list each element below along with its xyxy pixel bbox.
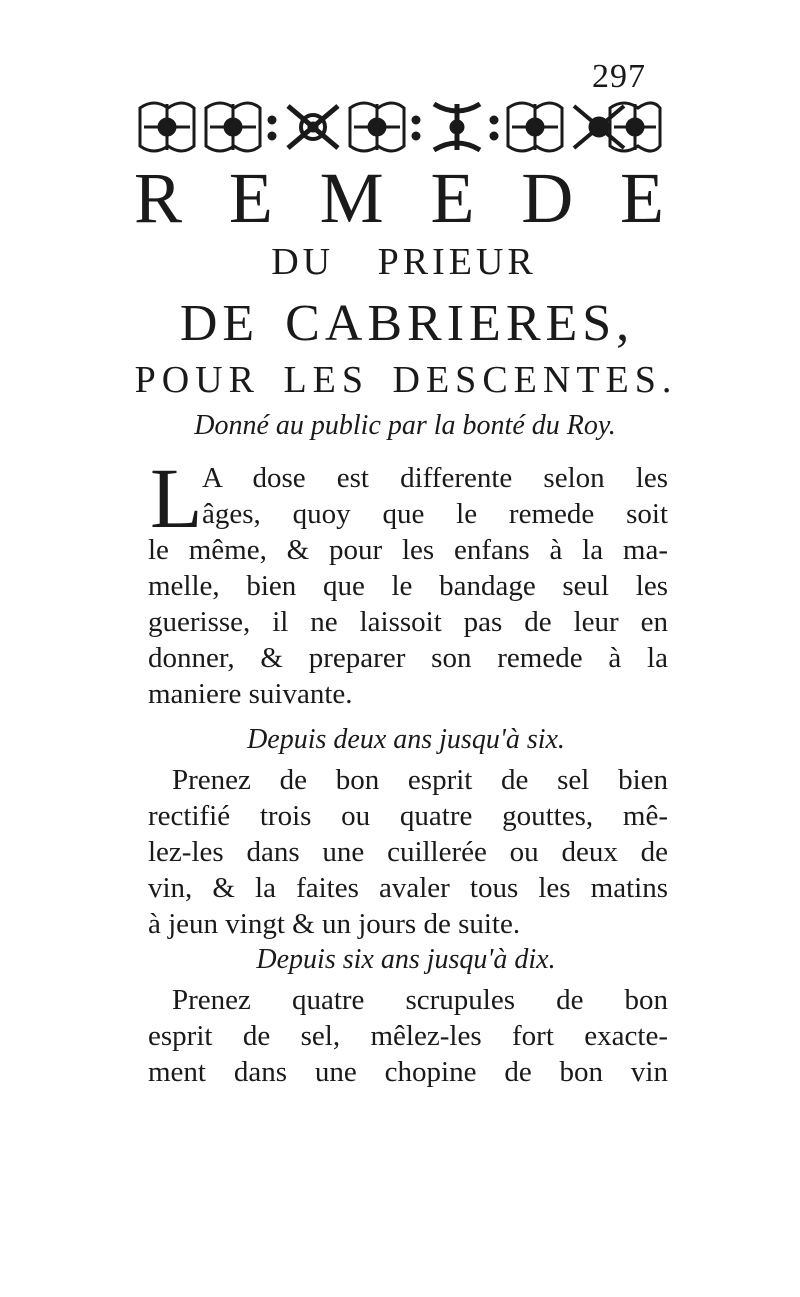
section-heading: Depuis deux ans jusqu'à six. [247, 724, 565, 755]
text-line: rectifié trois ou quatre gouttes, mê- [148, 800, 668, 832]
text-line: melle, bien que le bandage seul les [148, 570, 668, 602]
text-line: esprit de sel, mêlez-les fort exacte- [148, 1020, 668, 1052]
decorative-ornament-band [136, 98, 664, 156]
title-letter: R [134, 158, 183, 238]
title-line-du-prieur: DU PRIEUR [271, 241, 537, 283]
title-line-pour-les-descentes: POUR LES DESCENTES. [134, 359, 678, 401]
title-letter: E [430, 158, 475, 238]
text-line: maniere suivante. [148, 678, 353, 710]
ornament-block [140, 103, 194, 151]
text-line: donner, & preparer son remede à la [148, 642, 668, 674]
text-line: à jeun vingt & un jours de suite. [148, 908, 521, 940]
page-number: 297 [592, 58, 646, 95]
title-letter: D [521, 158, 574, 238]
drop-cap: L [150, 450, 203, 546]
title-line-de-cabrieres: DE CABRIERES, [179, 295, 635, 352]
text-line: guerisse, il ne laissoit pas de leur en [148, 606, 668, 638]
text-line: Prenez quatre scrupules de bon [172, 984, 668, 1016]
text-line: ment dans une chopine de bon vin [148, 1056, 668, 1088]
text-line: A dose est differente selon les [202, 462, 668, 494]
title-remede [134, 160, 664, 236]
section-heading: Depuis six ans jusqu'à dix. [256, 944, 556, 975]
text-line: âges, quoy que le remede soit [202, 498, 668, 530]
text-line: le même, & pour les enfans à la ma- [148, 534, 668, 566]
text-line: Prenez de bon esprit de sel bien [172, 764, 668, 796]
paragraph-deux-six [148, 762, 668, 942]
text-line: lez-les dans une cuillerée ou deux de [148, 836, 668, 868]
dedication-line: Donné au public par la bonté du Roy. [194, 410, 616, 441]
text-line: vin, & la faites avaler tous les matins [148, 872, 668, 904]
paragraph-six-dix [148, 982, 668, 1090]
paragraph-intro [148, 450, 668, 712]
title-letter: E [228, 158, 273, 238]
title-letter: E [620, 158, 664, 238]
title-letter: M [319, 158, 384, 238]
